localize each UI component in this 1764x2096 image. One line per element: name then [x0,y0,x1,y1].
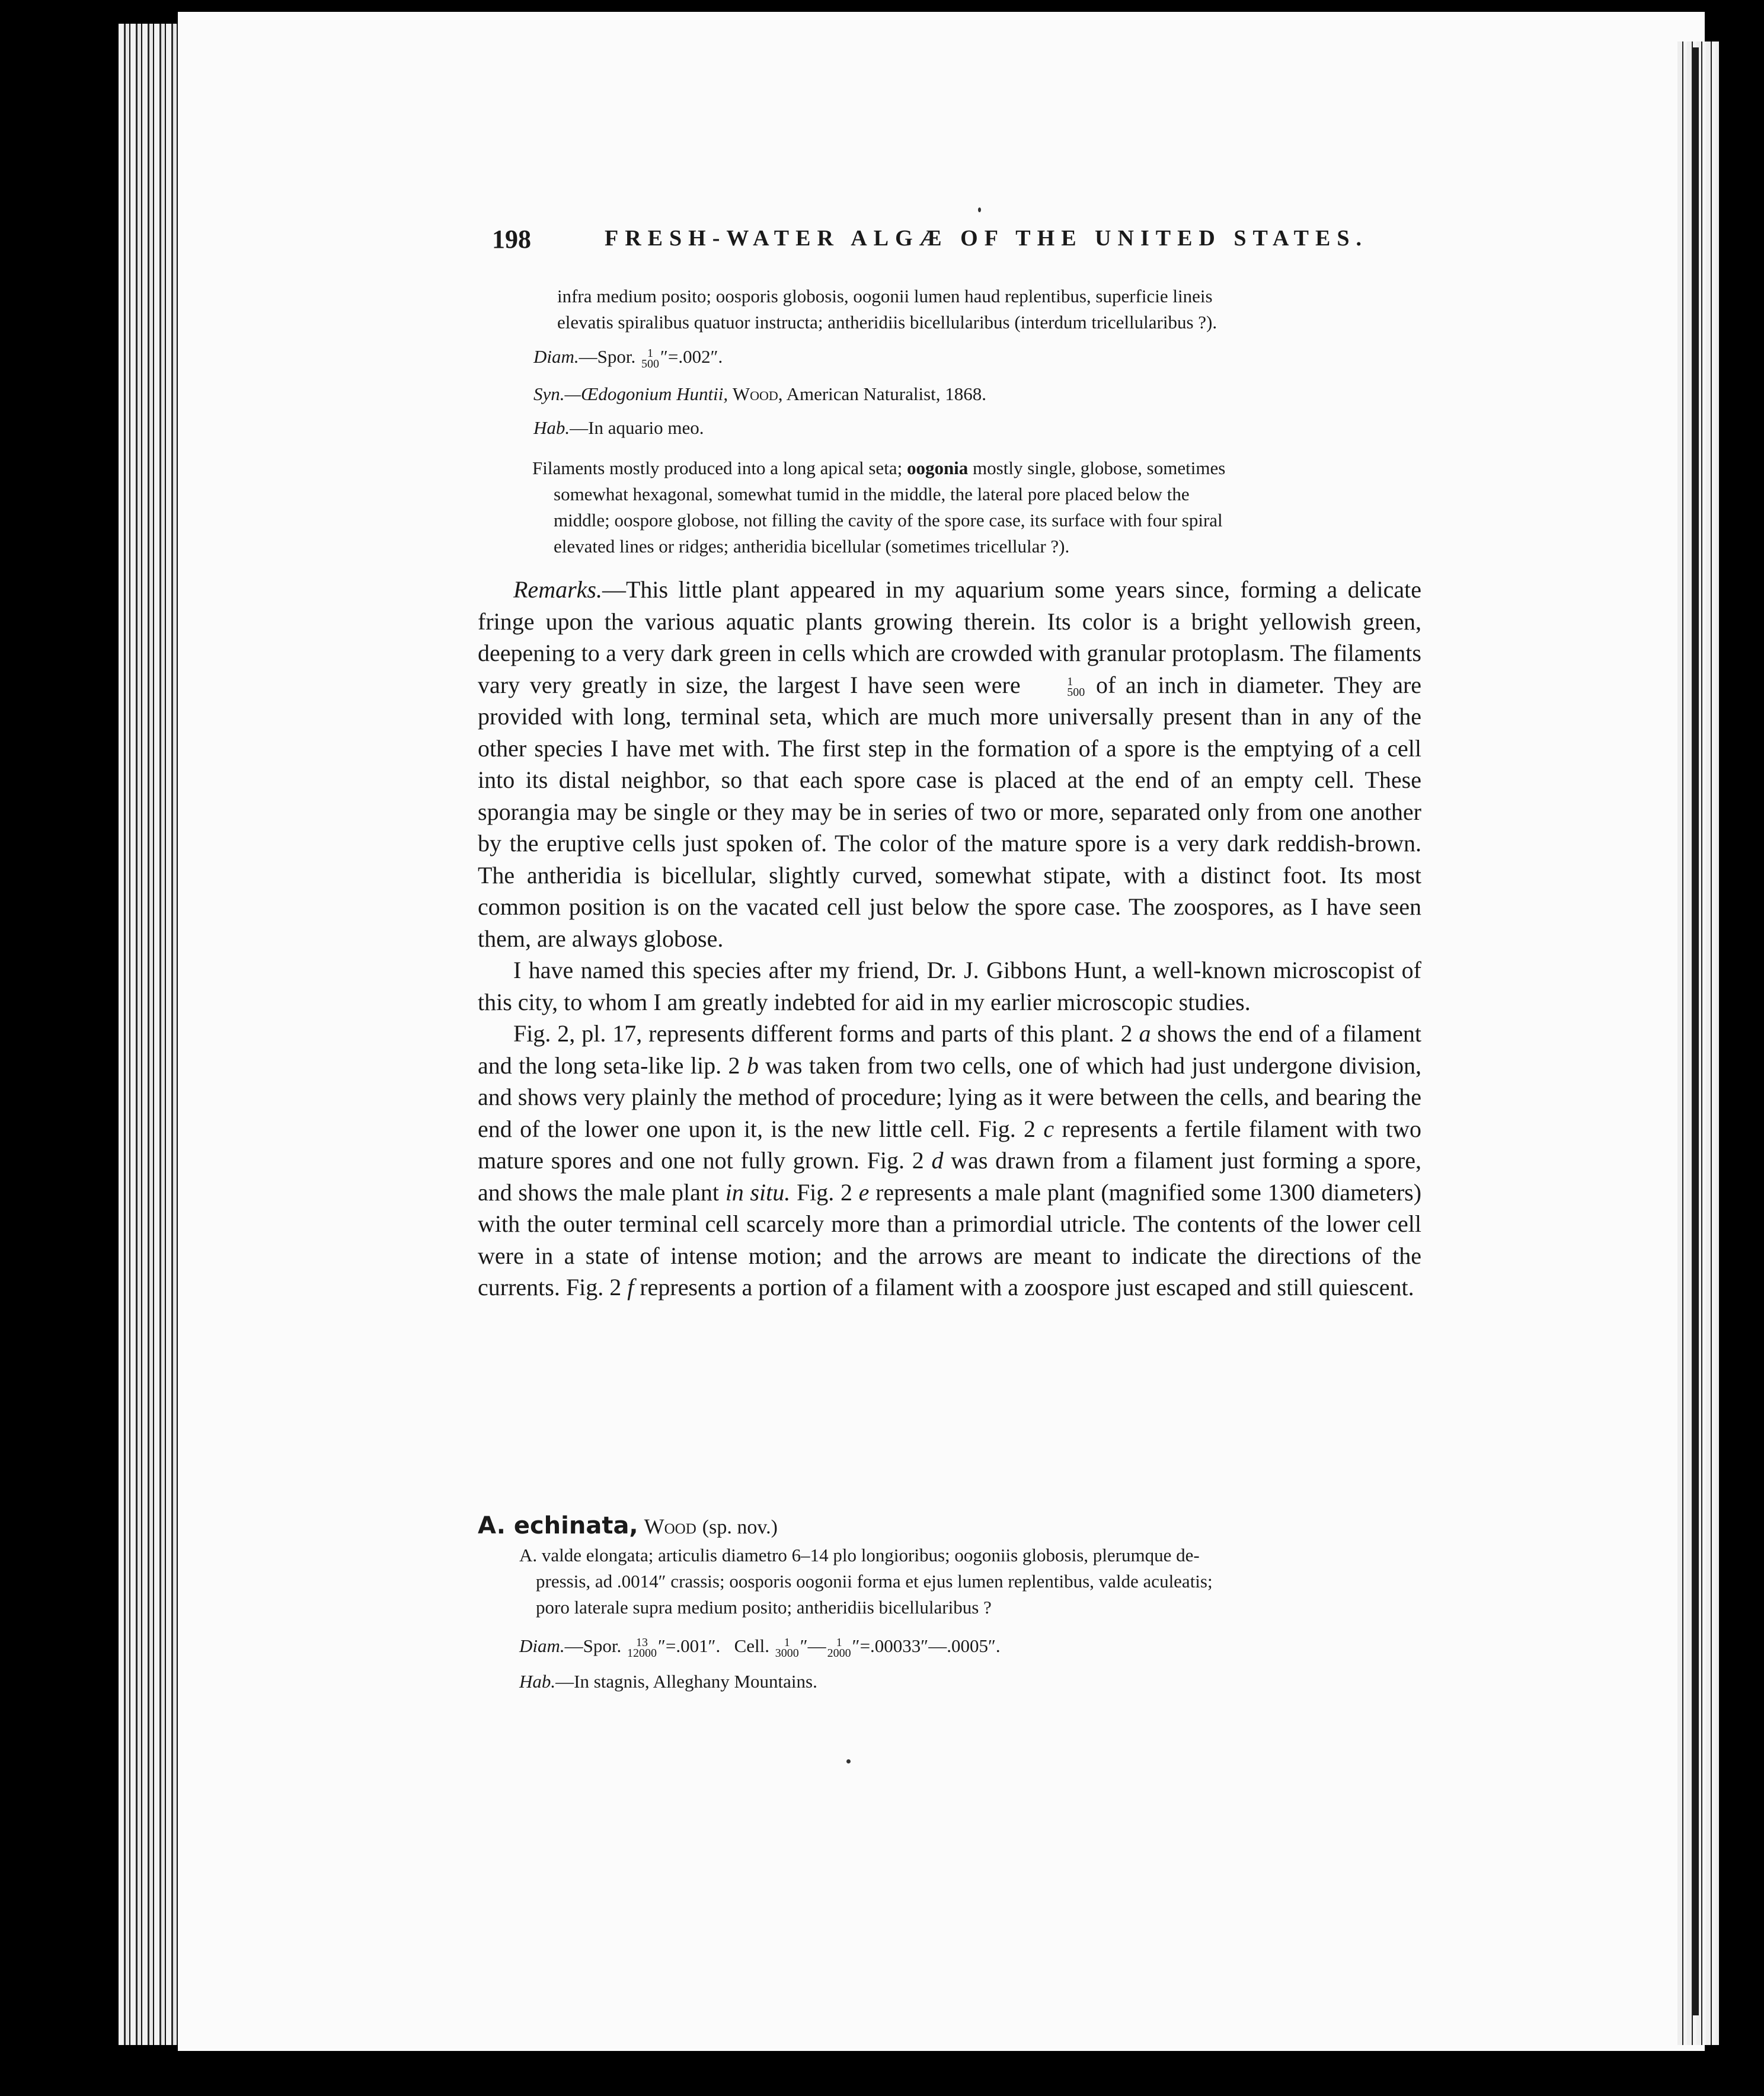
frac-num: 1 [784,1635,790,1649]
fig-letter: c [1043,1115,1054,1142]
hab-text: —In aquario meo. [570,417,704,438]
fig-text: was drawn from a filament just forming a spore, and shows the male plant [478,1147,1422,1206]
english-rest: mostly single, globose, sometimes [973,458,1226,478]
english-line: somewhat hexagonal, somewhat tumid in the middle, the lateral pore placed below the [554,484,1190,504]
synonym-line [533,381,1423,407]
hab-text: —In stagnis, Alleghany Mountains. [555,1671,817,1692]
remarks-body [478,574,1421,1303]
species-author: Wood [644,1515,696,1538]
frac-den: 2000 [827,1646,851,1660]
frac-den: 500 [1067,686,1085,699]
english-line: elevated lines or ridges; antheridia bicellular (sometimes tricellular ?). [554,536,1070,557]
latin-line: infra medium posito; oosporis globosis, oogonii lumen haud replentibus, superficie lineis [557,286,1213,306]
fraction [775,1637,799,1659]
species2-diameter-line [519,1633,1408,1659]
diam-label: Diam. [519,1635,565,1656]
speck [846,1759,851,1763]
latin-line: pressis, ad .0014″ crassis; oosporis oogonii forma et ejus lumen replentibus, valde aculeatis; [536,1571,1213,1592]
running-header [492,224,1368,260]
latin-line: poro laterale supra medium posito; antheridiis bicellularibus ? [536,1597,992,1618]
dedication-paragraph: I have named this species after my friend, Dr. J. Gibbons Hunt, a well-known microscopist of this city, to whom I am greatly indebted for aid in my earlier microscopic studies. [478,957,1421,1015]
fig-text: Fig. 2 [796,1178,852,1206]
cell-sep: ″— [800,1635,826,1656]
syn-author: Wood, [732,384,783,404]
fig-text: was taken from two cells, one of which had just undergone division, and shows very plainly the method of procedure; lying as it were between the cells, and bearing the end of the lower one upon it, is the new little cell. Fig. 2 [478,1052,1421,1142]
page-number: 198 [492,225,531,254]
running-title: FRESH-WATER ALGÆ OF THE UNITED STATES. [605,226,1368,251]
syn-source: American Naturalist, 1868. [786,384,987,404]
fig-text: shows the end of a filament and the long seta-like lip. 2 [478,1020,1422,1079]
species-note: (sp. nov.) [702,1516,778,1538]
fig-letter: e [858,1178,870,1206]
species-heading [478,1512,778,1539]
remarks-paragraph [478,574,1421,954]
fig-text: represents a fertile filament with two mature spores and one not fully grown. Fig. 2 [478,1115,1421,1174]
latin-description-continued [557,283,1423,336]
diam-text: —Spor. [564,1635,622,1656]
fig-text: represents a portion of a filament with a zoospore just escaped and still quiescent. [640,1274,1414,1301]
figure-paragraph [478,1018,1421,1303]
species-latin-description [519,1542,1423,1621]
fraction [827,1637,851,1659]
frac-den: 12000 [627,1646,657,1660]
frac-num: 1 [647,346,653,360]
fraction [627,1637,657,1659]
english-first: Filaments mostly produced into a long apical seta; [532,458,903,478]
english-line: middle; oospore globose, not filling the cavity of the spore case, its surface with four spiral [554,510,1223,531]
syn-name: —Œdogonium Huntii, [564,384,728,404]
species2-habitat-line [519,1669,1408,1695]
latin-line: A. valde elongata; articulis diametro 6–14 plo longioribus; oogoniis globosis, plerumque de- [519,1545,1200,1565]
diam-label: Diam. [533,346,579,367]
diam-text: —Spor. [579,346,636,367]
hab-label: Hab. [519,1671,556,1692]
book-page-edges-left [119,24,184,2045]
frac-den: 500 [641,357,659,370]
species-name: A. echinata, [478,1512,638,1539]
fraction [1031,676,1085,698]
fig-text: represents a male plant (magnified some 1300 diameters) with the outer terminal cell scarcely more than a primordial utricle. The contents of the lower cell were in a state of intense motion; and the arrows are meant to indicate the directions of the currents. Fig. 2 [478,1178,1422,1301]
fig-letter: d [931,1147,944,1174]
frac-num: 1 [836,1635,842,1649]
frac-num: 1 [1067,675,1073,689]
diameter-line [533,344,1423,370]
remarks-text: —This little plant appeared in my aquarium some years since, forming a delicate fringe upon the various aquatic plants growing therein. Its color is a bright yellowish green, deepening to a very dark green in cells which are crowded with granular protoplasm. The filaments vary very greatly in size, the largest I have seen were [478,576,1421,698]
english-description [532,455,1423,560]
frac-num: 13 [636,1635,648,1649]
fig-letter: b [746,1052,759,1079]
diam-value: ″=.002″. [660,346,723,367]
hab-label: Hab. [533,417,570,438]
speck [978,207,981,212]
fig-letter: a [1139,1020,1151,1047]
remarks-label: Remarks. [513,576,602,603]
english-bold: oogonia [906,458,969,478]
fraction [641,348,659,369]
frac-den: 3000 [775,1646,799,1660]
remarks-text: of an inch in diameter. They are provided with long, terminal seta, which are much more universally present than in any of the other species I have met with. The first step in the formation of a spore is the emptying of a cell into its distal neighbor, so that each spore case is placed at the end of an empty cell. These sporangia may be single or they may be in series of two or more, separated only from one another by the eruptive cells just spoken of. The color of the mature spore is a very dark reddish-brown. The antheridia is bicellular, slightly curved, somewhat stipate, with a distinct foot. Its most common position is on the vacated cell just below the spore case. The zoospores, as I have seen them, are always globose. [478,671,1422,952]
cell-value: ″=.00033″—.0005″. [852,1635,1001,1656]
cell-label: Cell. [734,1635,769,1656]
habitat-line [533,415,1423,441]
diam-value: ″=.001″. [658,1635,721,1656]
fig-text: Fig. 2, pl. 17, represents different forms and parts of this plant. 2 [513,1020,1133,1047]
fig-letter: f [627,1274,634,1301]
latin-line: elevatis spiralibus quatuor instructa; antheridiis bicellularibus (interdum tricellularibus ?). [557,312,1217,333]
syn-label: Syn. [533,384,565,404]
binding-shadow [1693,47,1699,2015]
fig-italic: in situ. [725,1178,791,1206]
